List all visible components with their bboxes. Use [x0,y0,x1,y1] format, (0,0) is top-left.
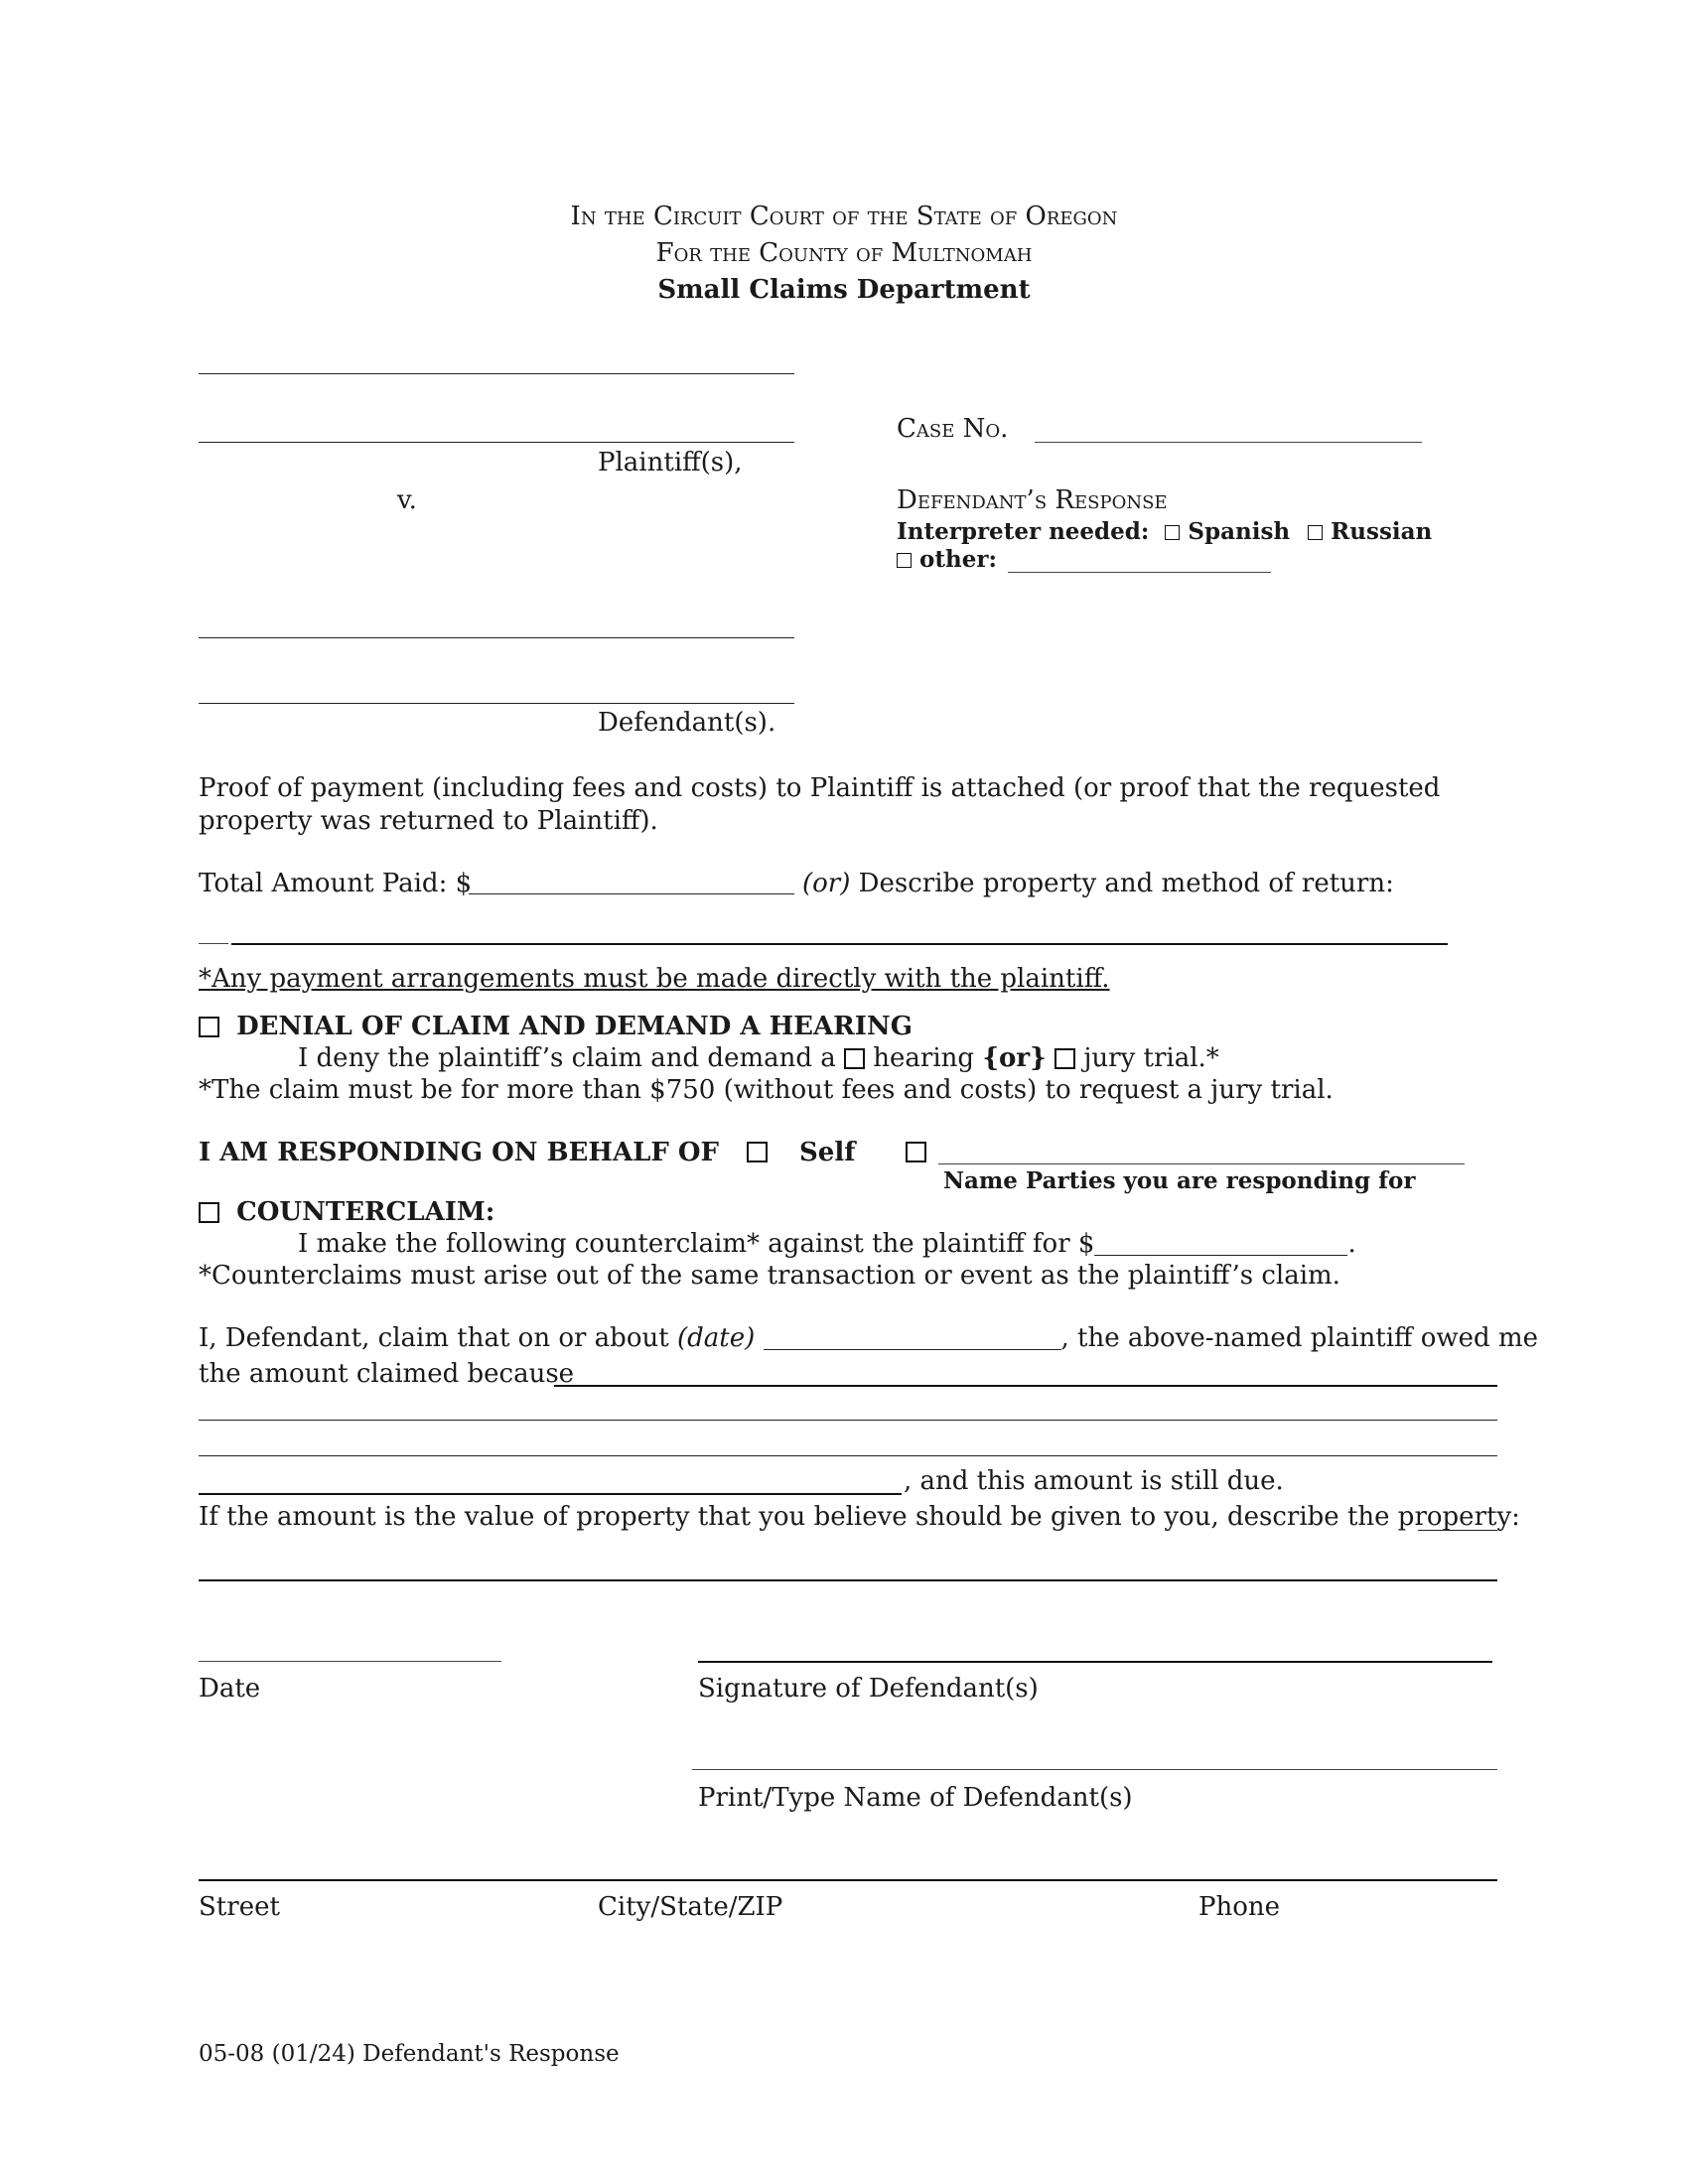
denial-checkbox[interactable] [199,1017,219,1037]
describe-label-text: Describe property and method of return: [858,869,1394,898]
name-parties-label: Name Parties you are responding for [943,1167,1416,1194]
form-id-footer: 05-08 (01/24) Defendant's Response [199,2041,620,2067]
interpreter-label: Interpreter needed: [897,518,1150,545]
still-due-text: , and this amount is still due. [904,1466,1284,1496]
proof-of-payment-line1: Proof of payment (including fees and costs) to Plaintiff is attached (or proof that the requested [199,773,1441,803]
signature-label: Signature of Defendant(s) [698,1674,1039,1704]
department-title: Small Claims Department [657,275,1031,305]
property-field-start[interactable] [1418,1530,1497,1531]
counterclaim-period: . [1347,1229,1356,1259]
because-field-line-4[interactable] [199,1493,902,1495]
denial-text-row [298,1042,1219,1074]
case-no-field[interactable] [1035,442,1422,443]
self-checkbox[interactable] [747,1142,768,1162]
russian-checkbox[interactable] [1308,525,1323,540]
jury-trial-label: jury trial.* [1083,1043,1219,1073]
other-parties-checkbox[interactable] [906,1142,926,1162]
defendant-name-line-2[interactable] [199,703,794,704]
describe-property-text: If the amount is the value of property that you believe should be given to you, describe the property: [199,1502,1520,1532]
because-label: the amount claimed because [199,1359,575,1389]
describe-property-field-start [199,943,228,944]
claim-owed-text: , the above-named plaintiff owed me [1060,1323,1538,1353]
self-label: Self [799,1138,856,1167]
spanish-label: Spanish [1188,518,1291,545]
plaintiff-name-line-1[interactable] [199,373,794,374]
claim-date-row [199,1322,1538,1354]
total-amount-label: Total Amount Paid: $ [199,869,473,898]
document-title: Defendant’s Response [897,485,1168,515]
property-field[interactable] [199,1579,1497,1581]
other-checkbox[interactable] [897,553,912,568]
or-label: (or) [802,869,851,898]
because-field-line-1[interactable] [554,1385,1497,1387]
because-field-line-2[interactable] [199,1420,1497,1421]
counterclaim-note: *Counterclaims must arise out of the same transaction or event as the plaintiff’s claim. [199,1261,1340,1291]
other-language-field[interactable] [1008,572,1271,573]
court-name-line1: In the Circuit Court of the State of Oregon [570,202,1118,231]
counterclaim-checkbox[interactable] [199,1202,219,1223]
or-word: {or} [982,1043,1047,1073]
responding-on-behalf-label: I AM RESPONDING ON BEHALF OF [199,1138,720,1167]
jury-trial-checkbox[interactable] [1055,1048,1075,1069]
claim-date-text: I, Defendant, claim that on or about [199,1323,669,1353]
counterclaim-amount-field[interactable] [1094,1231,1347,1256]
date-label: (date) [676,1323,756,1353]
denial-row [199,1011,913,1042]
signature-field[interactable] [698,1661,1492,1663]
describe-property-label [802,868,1394,899]
denial-heading: DENIAL OF CLAIM AND DEMAND A HEARING [236,1012,913,1041]
city-state-zip-label: City/State/ZIP [598,1892,783,1922]
hearing-checkbox[interactable] [844,1048,865,1069]
date-field[interactable] [199,1661,501,1662]
print-name-field[interactable] [692,1769,1497,1770]
parties-name-field[interactable] [938,1163,1465,1164]
hearing-label: hearing [873,1043,975,1073]
proof-of-payment-line2: property was returned to Plaintiff). [199,806,658,836]
interpreter-row [897,518,1432,546]
date-sign-label: Date [199,1674,261,1704]
spanish-checkbox[interactable] [1165,525,1180,540]
total-amount-field[interactable] [469,893,794,894]
plaintiff-label: Plaintiff(s), [598,448,743,478]
phone-label: Phone [1198,1892,1281,1922]
defendant-label: Defendant(s). [598,708,776,738]
describe-property-field[interactable] [231,943,1448,945]
case-no-label: Case No. [897,414,1009,444]
because-field-line-3[interactable] [199,1455,1497,1456]
claim-date-field[interactable] [764,1325,1061,1350]
court-name-line2: For the County of Multnomah [655,238,1033,268]
interpreter-other-row [897,546,997,574]
jury-trial-note: *The claim must be for more than $750 (without fees and costs) to request a jury trial. [199,1075,1334,1105]
street-label: Street [199,1892,280,1922]
russian-label: Russian [1331,518,1433,545]
address-field[interactable] [199,1879,1497,1881]
other-label: other: [919,546,997,573]
counterclaim-heading: COUNTERCLAIM: [236,1197,495,1227]
versus-label: v. [397,485,417,515]
counterclaim-row [199,1196,494,1228]
print-name-label: Print/Type Name of Defendant(s) [698,1783,1133,1813]
counterclaim-text: I make the following counterclaim* against the plaintiff for $ [298,1229,1095,1259]
plaintiff-name-line-2[interactable] [199,442,794,443]
denial-text: I deny the plaintiff’s claim and demand a [298,1043,836,1073]
counterclaim-amount-row [298,1228,1356,1260]
defendant-name-line-1[interactable] [199,637,794,638]
payment-arrangements-note: *Any payment arrangements must be made directly with the plaintiff. [199,964,1110,994]
